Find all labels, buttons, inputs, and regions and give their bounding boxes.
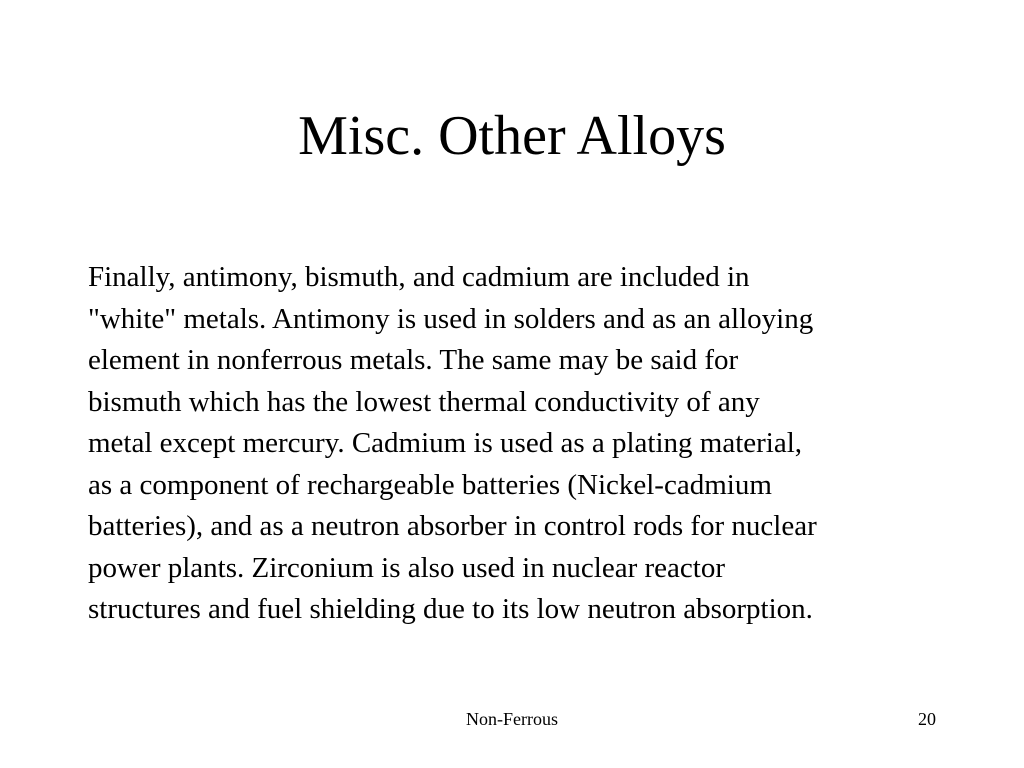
page-number: 20: [918, 709, 936, 729]
slide-body: [88, 257, 968, 631]
body-line: "white" metals. Antimony is used in solders and as an alloying: [88, 302, 814, 335]
body-line: metal except mercury. Cadmium is used as a plating material,: [88, 427, 803, 459]
body-line: batteries), and as a neutron absorber in control rods for nuclear: [88, 510, 817, 542]
body-line: element in nonferrous metals. The same may be said for: [88, 344, 739, 376]
body-line: structures and fuel shielding due to its low neutron absorption.: [88, 593, 813, 625]
body-line: Finally, antimony, bismuth, and cadmium are included in: [88, 261, 750, 293]
body-line: power plants. Zirconium is also used in nuclear reactor: [88, 551, 725, 584]
footer-label: Non-Ferrous: [466, 709, 558, 729]
body-line: as a component of rechargeable batteries (Nickel-cadmium: [88, 468, 772, 501]
body-line: bismuth which has the lowest thermal conductivity of any: [88, 385, 760, 418]
slide-title: Misc. Other Alloys: [298, 105, 726, 167]
